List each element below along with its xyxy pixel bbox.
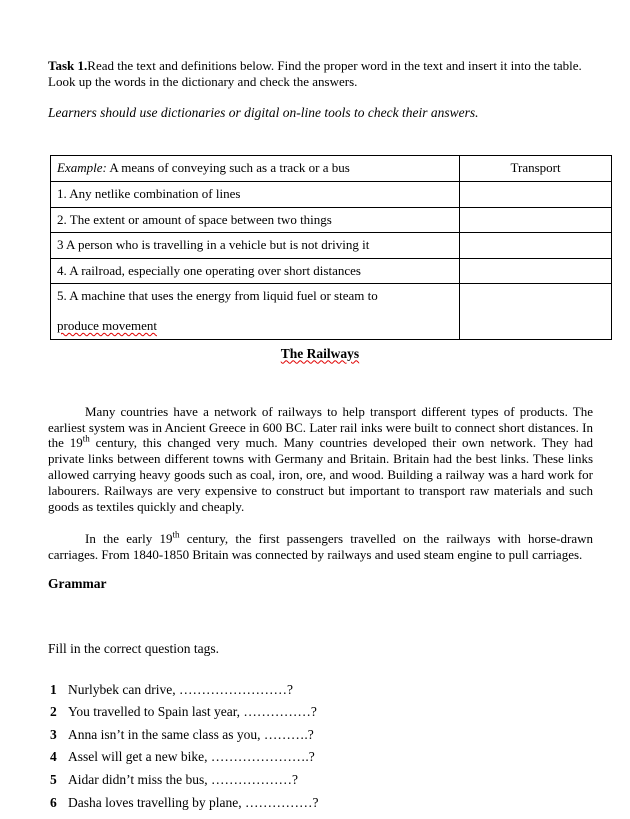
question-tag-list [48, 681, 592, 811]
table-row [51, 284, 612, 339]
item-text: Anna isn’t in the same class as you, ……….? [68, 726, 314, 742]
item-text: Nurlybek can drive, ……………………? [68, 681, 293, 697]
table-row [51, 258, 612, 284]
answer-cell [460, 258, 612, 284]
ordinal-superscript: th [172, 529, 180, 540]
grammar-heading: Grammar [48, 576, 107, 592]
list-item [50, 703, 592, 721]
list-item [50, 681, 592, 699]
paragraph-railways-1 [48, 404, 593, 515]
item-number: 1 [50, 681, 57, 697]
list-item [50, 794, 592, 812]
answer-cell [460, 233, 612, 259]
definition-text: A means of conveying such as a track or a bus [106, 160, 350, 176]
definition-text-wrapped: produce movement [57, 317, 157, 333]
item-number: 5 [50, 772, 57, 788]
definition-cell: 3 A person who is travelling in a vehicle but is not driving it [51, 233, 460, 259]
answer-cell [460, 207, 612, 233]
item-text: You travelled to Spain last year, ……………? [68, 704, 317, 720]
ordinal-superscript: th [82, 434, 90, 445]
answer-cell: Transport [460, 156, 612, 182]
learners-note: Learners should use dictionaries or digital on-line tools to check their answers. [48, 105, 479, 121]
paragraph-2-part-a: In the early 19 [85, 530, 173, 546]
paragraph-1-part-b: century, this changed very much. Many countries developed their own network. They had private links between different towns with Germany and Britain. Britain had the best links. These links allowed carrying heavy goods such as coal, iron, ore, and wood. Building a railway was a hard work for labourers. Railways are very expensive to construct but important to transport raw materials and such goods as textiles quickly and cheaply. [48, 435, 593, 514]
table-row [51, 181, 612, 207]
list-item [50, 726, 592, 744]
paragraph-1-part-a: Many countries have a network of railways to help transport different types of products. The earliest system was in Ancient Greece in 600 BC. Later rail inks were built to connect short distances. In the 19 [48, 403, 593, 451]
list-item [50, 771, 592, 789]
table-row [51, 233, 612, 259]
definition-cell: 4. A railroad, especially one operating over short distances [51, 258, 460, 284]
table-row [51, 156, 612, 182]
item-text: Aidar didn’t miss the bus, ………………? [68, 772, 298, 788]
example-label: Example: [57, 160, 107, 176]
task-instruction [48, 58, 588, 89]
paragraph-2-part-b: century, the first passengers travelled on the railways with horse-drawn carriages. From 1840-1850 Britain was connected by railways and used steam engine to pull carriages. [48, 530, 593, 562]
task-text: Read the text and definitions below. Find the proper word in the text and insert it into the table. Look up the words in the dictionary and check the answers. [48, 58, 582, 89]
list-item [50, 748, 592, 766]
article-title [48, 346, 592, 362]
definitions-table [50, 155, 612, 339]
article-title-text: The Railways [280, 345, 360, 361]
grammar-instruction: Fill in the correct question tags. [48, 640, 219, 656]
definition-text: 5. A machine that uses the energy from liquid fuel or steam to [57, 288, 378, 304]
item-number: 3 [50, 726, 57, 742]
definition-cell [51, 284, 460, 339]
definition-cell: 2. The extent or amount of space between two things [51, 207, 460, 233]
answer-cell [460, 181, 612, 207]
item-text: Assel will get a new bike, ………………….? [68, 749, 315, 765]
item-text: Dasha loves travelling by plane, ……………? [68, 794, 319, 810]
table-row [51, 207, 612, 233]
item-number: 2 [50, 704, 57, 720]
definition-cell: 1. Any netlike combination of lines [51, 181, 460, 207]
paragraph-railways-2 [48, 531, 593, 563]
item-number: 6 [50, 794, 57, 810]
answer-cell [460, 284, 612, 339]
task-label: Task 1. [48, 58, 88, 73]
item-number: 4 [50, 749, 57, 765]
definition-cell [51, 156, 460, 182]
